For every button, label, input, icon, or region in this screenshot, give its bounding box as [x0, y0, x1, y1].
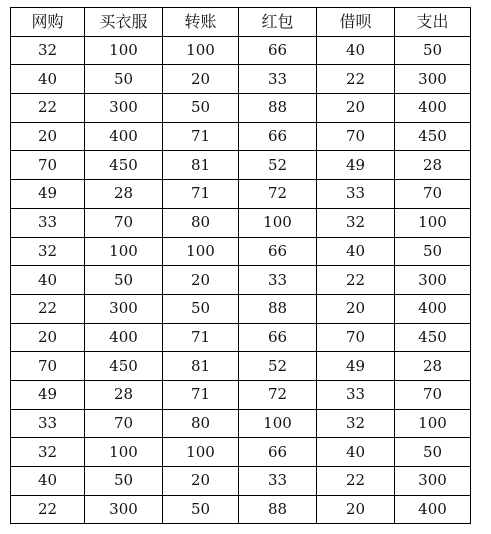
table-cell: 28	[85, 180, 163, 209]
table-row	[11, 438, 471, 467]
table-cell: 300	[85, 495, 163, 524]
table-cell: 450	[395, 122, 471, 151]
table-cell: 81	[163, 151, 239, 180]
table-cell: 20	[163, 65, 239, 94]
table-cell: 40	[11, 65, 85, 94]
table-cell: 66	[239, 438, 317, 467]
table-cell: 33	[239, 65, 317, 94]
table-cell: 49	[317, 151, 395, 180]
table-cell: 70	[11, 352, 85, 381]
table-cell: 70	[317, 122, 395, 151]
table-cell: 40	[317, 237, 395, 266]
column-header-transfer: 转账	[163, 8, 239, 37]
table-cell: 71	[163, 380, 239, 409]
table-cell: 88	[239, 94, 317, 123]
table-cell: 52	[239, 151, 317, 180]
table-cell: 70	[395, 180, 471, 209]
table-row	[11, 65, 471, 94]
table-cell: 32	[317, 409, 395, 438]
table-cell: 70	[85, 409, 163, 438]
table-cell: 40	[11, 266, 85, 295]
table-cell: 32	[11, 438, 85, 467]
table-cell: 70	[85, 208, 163, 237]
table-row	[11, 36, 471, 65]
table-cell: 100	[239, 208, 317, 237]
table-row	[11, 352, 471, 381]
table-cell: 88	[239, 495, 317, 524]
table-cell: 72	[239, 380, 317, 409]
table-cell: 33	[317, 180, 395, 209]
table-cell: 50	[85, 467, 163, 496]
table-cell: 22	[11, 94, 85, 123]
table-cell: 28	[395, 151, 471, 180]
table-row	[11, 409, 471, 438]
table-cell: 49	[317, 352, 395, 381]
table-cell: 71	[163, 122, 239, 151]
table-cell: 50	[163, 495, 239, 524]
table-cell: 20	[163, 266, 239, 295]
table-cell: 33	[11, 208, 85, 237]
table-cell: 33	[317, 380, 395, 409]
column-header-red-packet: 红包	[239, 8, 317, 37]
table-cell: 80	[163, 208, 239, 237]
table-cell: 400	[395, 94, 471, 123]
table-row	[11, 180, 471, 209]
table-cell: 28	[395, 352, 471, 381]
column-header-buy-clothes: 买衣服	[85, 8, 163, 37]
table-row	[11, 495, 471, 524]
table-row	[11, 94, 471, 123]
table-row	[11, 208, 471, 237]
data-table	[10, 7, 471, 524]
table-cell: 50	[85, 65, 163, 94]
table-cell: 88	[239, 294, 317, 323]
table-cell: 300	[395, 467, 471, 496]
table-cell: 66	[239, 36, 317, 65]
table-cell: 32	[317, 208, 395, 237]
column-header-jiebei: 借呗	[317, 8, 395, 37]
table-cell: 22	[317, 266, 395, 295]
table-cell: 40	[317, 438, 395, 467]
table-cell: 300	[85, 294, 163, 323]
table-cell: 50	[163, 294, 239, 323]
table-body	[11, 36, 471, 524]
table-cell: 100	[395, 208, 471, 237]
table-cell: 40	[317, 36, 395, 65]
table-cell: 33	[239, 266, 317, 295]
table-cell: 28	[85, 380, 163, 409]
table-cell: 20	[317, 294, 395, 323]
table-cell: 50	[85, 266, 163, 295]
data-sheet	[10, 7, 471, 524]
table-cell: 300	[395, 65, 471, 94]
table-cell: 71	[163, 323, 239, 352]
table-cell: 300	[395, 266, 471, 295]
table-cell: 400	[85, 323, 163, 352]
table-cell: 400	[395, 294, 471, 323]
table-cell: 32	[11, 36, 85, 65]
table-cell: 22	[317, 65, 395, 94]
table-cell: 100	[85, 36, 163, 65]
table-row	[11, 380, 471, 409]
table-cell: 40	[11, 467, 85, 496]
column-header-online-shopping: 网购	[11, 8, 85, 37]
table-cell: 70	[395, 380, 471, 409]
table-row	[11, 266, 471, 295]
table-cell: 100	[85, 438, 163, 467]
table-cell: 50	[395, 36, 471, 65]
table-row	[11, 122, 471, 151]
table-cell: 100	[395, 409, 471, 438]
table-cell: 100	[85, 237, 163, 266]
table-row	[11, 237, 471, 266]
table-cell: 100	[163, 36, 239, 65]
table-cell: 400	[85, 122, 163, 151]
table-cell: 100	[163, 438, 239, 467]
table-cell: 70	[11, 151, 85, 180]
table-cell: 49	[11, 380, 85, 409]
table-cell: 50	[395, 438, 471, 467]
table-row	[11, 294, 471, 323]
table-cell: 66	[239, 323, 317, 352]
table-cell: 450	[85, 352, 163, 381]
table-cell: 22	[11, 294, 85, 323]
table-cell: 400	[395, 495, 471, 524]
table-row	[11, 151, 471, 180]
table-cell: 100	[239, 409, 317, 438]
table-cell: 50	[395, 237, 471, 266]
table-cell: 50	[163, 94, 239, 123]
table-cell: 70	[317, 323, 395, 352]
table-header	[11, 8, 471, 37]
table-cell: 20	[11, 323, 85, 352]
table-cell: 52	[239, 352, 317, 381]
table-cell: 100	[163, 237, 239, 266]
table-cell: 72	[239, 180, 317, 209]
table-row	[11, 467, 471, 496]
table-cell: 450	[85, 151, 163, 180]
table-cell: 22	[317, 467, 395, 496]
table-cell: 22	[11, 495, 85, 524]
table-row	[11, 323, 471, 352]
table-cell: 66	[239, 237, 317, 266]
table-cell: 33	[11, 409, 85, 438]
table-cell: 300	[85, 94, 163, 123]
table-cell: 80	[163, 409, 239, 438]
table-cell: 33	[239, 467, 317, 496]
table-cell: 71	[163, 180, 239, 209]
table-cell: 32	[11, 237, 85, 266]
column-header-expense: 支出	[395, 8, 471, 37]
header-row	[11, 8, 471, 37]
table-cell: 81	[163, 352, 239, 381]
table-cell: 20	[317, 495, 395, 524]
table-cell: 450	[395, 323, 471, 352]
table-cell: 20	[317, 94, 395, 123]
table-cell: 49	[11, 180, 85, 209]
table-cell: 20	[11, 122, 85, 151]
table-cell: 20	[163, 467, 239, 496]
table-cell: 66	[239, 122, 317, 151]
